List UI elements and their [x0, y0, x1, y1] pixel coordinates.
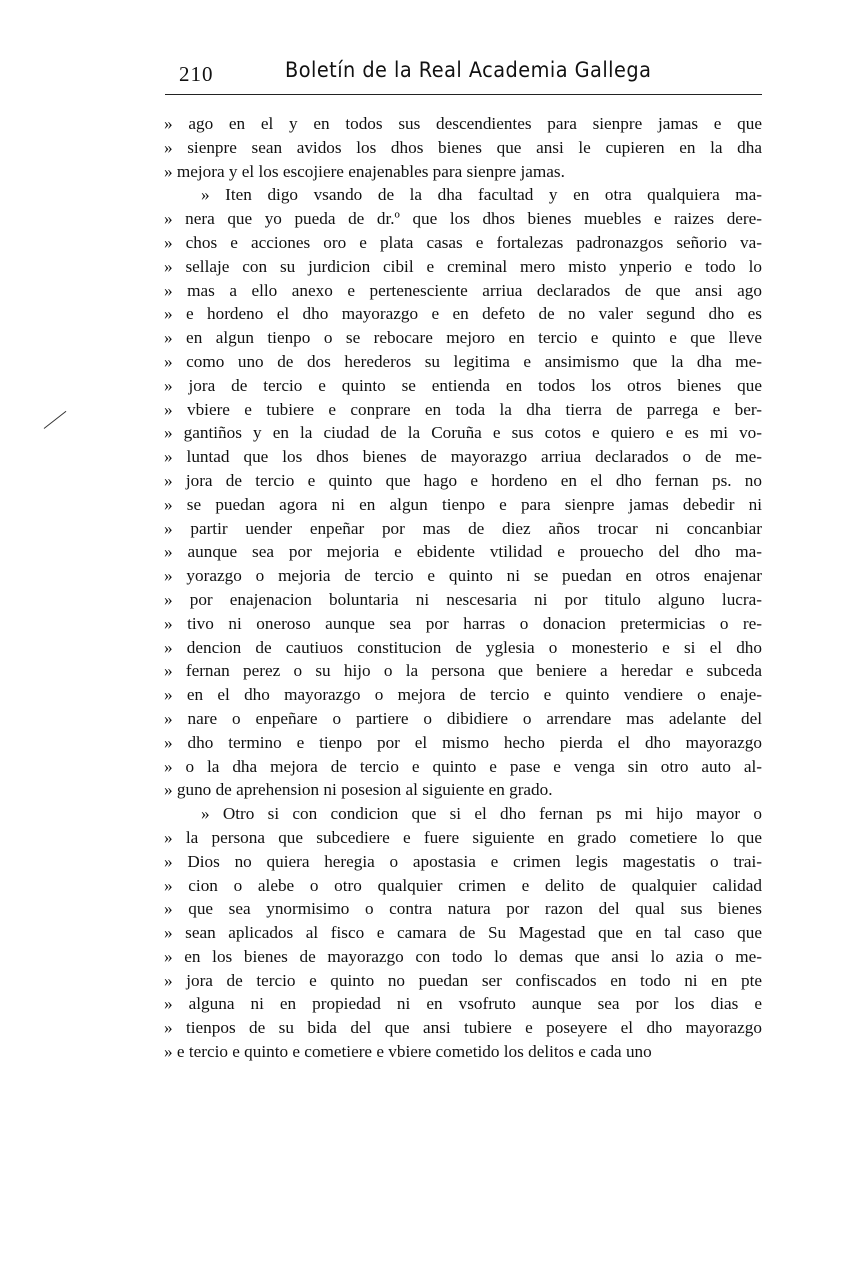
margin-pen-mark — [44, 411, 67, 429]
text-line: » sellaje con su jurdicion cibil e creminal mero misto ynperio e todo lo — [164, 256, 762, 276]
text-line: » nare o enpeñare o partiere o dibidiere o arrendare mas adelante del — [164, 708, 762, 728]
text-line: » la persona que subcediere e fuere siguiente en grado cometiere lo que — [164, 827, 762, 847]
text-line: » nera que yo pueda de dr.º que los dhos bienes muebles e raizes dere- — [164, 209, 762, 229]
text-line: » por enajenacion boluntaria ni nescesaria ni por titulo alguno lucra- — [164, 589, 762, 609]
text-line: » en los bienes de mayorazgo con todo lo demas que ansi lo azia o me- — [164, 946, 762, 966]
text-line: » jora de tercio e quinto no puedan ser confiscados en todo ni en pte — [164, 970, 762, 990]
text-line: » mas a ello anexo e pertenesciente arriua declarados de que ansi ago — [164, 280, 762, 300]
text-line: » dho termino e tienpo por el mismo hecho pierda el dho mayorazgo — [164, 732, 762, 752]
page-number: 210 — [179, 62, 214, 86]
text-line: » chos e acciones oro e plata casas e fortalezas padronazgos señorio va- — [164, 232, 762, 252]
text-line: » que sea ynormisimo o contra natura por razon del qual sus bienes — [164, 899, 762, 919]
text-line: » tivo ni oneroso aunque sea por harras o donacion pretermicias o re- — [164, 613, 762, 633]
text-line: » gantiños y en la ciudad de la Coruña e sus cotos e quiero e es mi vo- — [164, 423, 762, 443]
text-line: » se puedan agora ni en algun tienpo e para sienpre jamas debedir ni — [164, 494, 762, 514]
page-header — [165, 58, 762, 94]
text-line: » cion o alebe o otro qualquier crimen e delito de qualquier calidad — [164, 875, 762, 895]
text-line: » sienpre sean avidos los dhos bienes que ansi le cupieren en la dha — [164, 137, 762, 157]
text-line: » Otro si con condicion que si el dho fernan ps mi hijo mayor o — [201, 804, 762, 824]
text-line: » aunque sea por mejoria e ebidente vtilidad e prouecho del dho ma- — [164, 542, 762, 562]
text-line: » en el dho mayorazgo o mejora de tercio e quinto vendiere o enaje- — [164, 685, 762, 705]
text-line: » como uno de dos herederos su legitima e ansimismo que la dha me- — [164, 351, 762, 371]
text-line: » o la dha mejora de tercio e quinto e pase e venga sin otro auto al- — [164, 756, 762, 776]
running-title: Boletín de la Real Academia Gallega — [285, 58, 652, 82]
text-line: » e tercio e quinto e cometiere e vbiere cometido los delitos e cada uno — [164, 1042, 652, 1062]
text-line: » fernan perez o su hijo o la persona que beniere a heredar e subceda — [164, 661, 762, 681]
text-line: » yorazgo o mejoria de tercio e quinto ni se puedan en otros enajenar — [164, 566, 762, 586]
text-line: » tienpos de su bida del que ansi tubiere e poseyere el dho mayorazgo — [164, 1018, 762, 1038]
text-line: » guno de aprehension ni posesion al siguiente en grado. — [164, 780, 553, 800]
paragraph — [164, 183, 762, 802]
text-line: » e hordeno el dho mayorazgo e en defeto de no valer segund dho es — [164, 304, 762, 324]
text-line: » mejora y el los escojiere enajenables para sienpre jamas. — [164, 161, 565, 181]
text-line: » jora de tercio e quinto se entienda en todos los otros bienes que — [164, 375, 762, 395]
header-rule — [165, 94, 762, 95]
text-line: » sean aplicados al fisco e camara de Su Magestad que en tal caso que — [164, 923, 762, 943]
text-line: » Iten digo vsando de la dha facultad y en otra qualquiera ma- — [201, 185, 762, 205]
text-line: » alguna ni en propiedad ni en vsofruto aunque sea por los dias e — [164, 994, 762, 1014]
text-line: » en algun tienpo o se rebocare mejoro en tercio e quinto e que lleve — [164, 328, 762, 348]
text-line: » dencion de cautiuos constitucion de yglesia o monesterio e si el dho — [164, 637, 762, 657]
paragraph — [164, 802, 762, 1064]
paragraph — [164, 112, 762, 183]
text-line: » Dios no quiera heregia o apostasia e crimen legis magestatis o trai- — [164, 851, 762, 871]
text-line: » partir uender enpeñar por mas de diez años trocar ni concanbiar — [164, 518, 762, 538]
text-line: » jora de tercio e quinto que hago e hordeno en el dho fernan ps. no — [164, 470, 762, 490]
body-text — [164, 112, 762, 1064]
text-line: » luntad que los dhos bienes de mayorazgo arriua declarados o de me- — [164, 447, 762, 467]
text-line: » vbiere e tubiere e conprare en toda la dha tierra de parrega e ber- — [164, 399, 762, 419]
text-line: » ago en el y en todos sus descendientes para sienpre jamas e que — [164, 114, 762, 133]
